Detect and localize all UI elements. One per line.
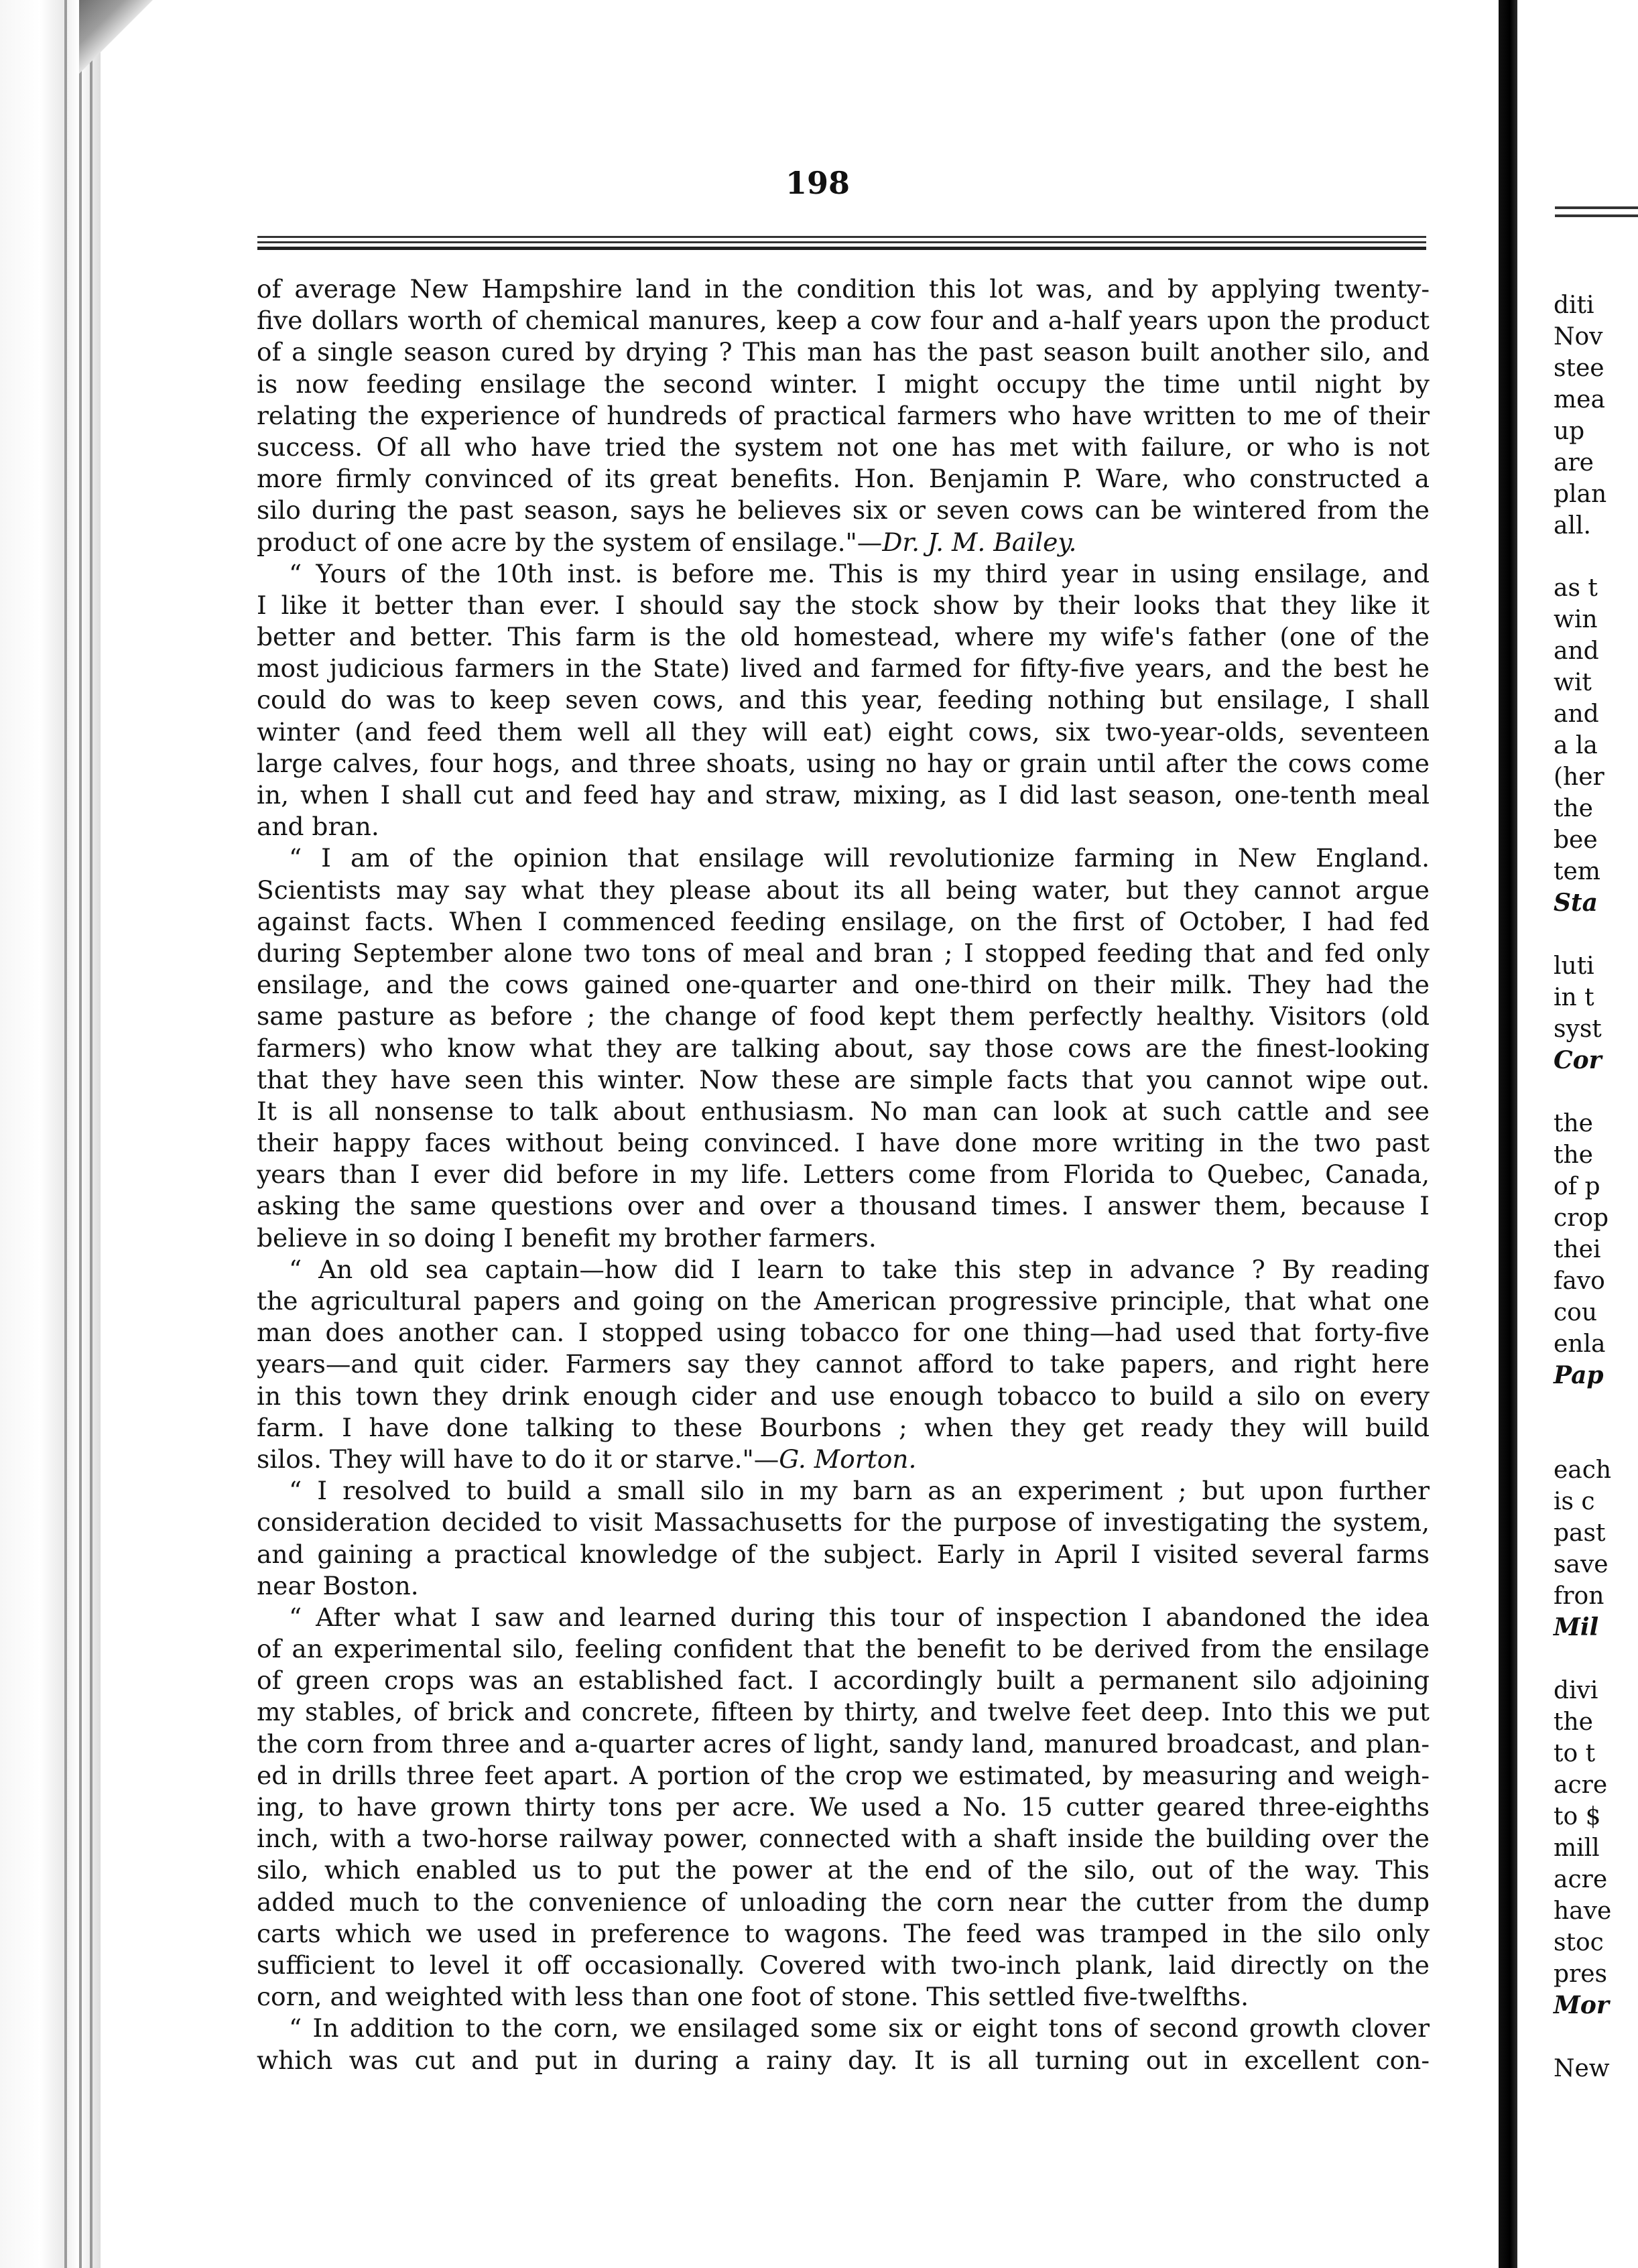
facing-page-line: up [1554,418,1585,445]
facing-page-line: the [1554,1141,1593,1169]
text-line-content: near Boston. [257,1570,419,1600]
text-line-content: product of one acre by the system of ensilage."— [257,527,883,557]
text-line-content: ing, to have grown thirty tons per acre. We used a No. 15 cutter geared three-eighths [257,1792,1430,1822]
text-line-content: my stables, of brick and concrete, fifteen by thirty, and twelve feet deep. Into this we put [257,1697,1430,1727]
text-line [257,558,1430,590]
facing-page-line: stoc [1554,1929,1604,1956]
text-line [257,305,1430,336]
facing-page-line: to $ [1554,1803,1601,1830]
facing-page-line: cou [1554,1299,1598,1326]
text-line [257,1854,1430,1886]
rule-line [1555,214,1638,217]
text-line [257,1001,1430,1032]
facing-page-line: Mor [1554,1991,1609,2019]
text-line-content: more firmly convinced of its great benefits. Hon. Benjamin P. Ware, who constructed a [257,464,1430,494]
page-edge-line [64,0,67,2268]
text-line-content: relating the experience of hundreds of practical farmers who have written to me of their [257,400,1430,430]
text-line [257,1507,1430,1538]
text-line [257,684,1430,716]
text-line [257,1033,1430,1064]
facing-page-line: crop [1554,1204,1609,1232]
text-line [257,621,1430,653]
attribution: G. Morton. [779,1444,917,1474]
facing-page-line: of p [1554,1173,1600,1200]
text-line [257,369,1430,400]
text-line-content: same pasture as before ; the change of food kept them perfectly healthy. Visitors (old [257,1001,1430,1031]
text-line-content: the agricultural papers and going on the American progressive principle, that what one [257,1286,1430,1316]
facing-page-line: all. [1554,512,1591,540]
facing-page-line: syst [1554,1015,1602,1043]
text-line-content: large calves, four hogs, and three shoats, using no hay or grain until after the cows come [257,748,1430,778]
facing-page-header-rule [1555,206,1638,223]
text-line [257,273,1430,305]
text-line [257,1412,1430,1444]
text-line [257,432,1430,463]
text-line-content: It is all nonsense to talk about enthusiasm. No man can look at such cattle and see [257,1096,1430,1126]
text-line [257,1696,1430,1728]
text-line-content: “ Yours of the 10th inst. is before me. This is my third year in using ensilage, and [289,558,1430,588]
text-line-content: “ I resolved to build a small silo in my barn as an experiment ; but upon further [289,1476,1430,1506]
facing-page-line: as t [1554,574,1598,602]
facing-page-line: are [1554,449,1594,477]
facing-page-line: (her [1554,763,1604,791]
text-line-content: “ I am of the opinion that ensilage will revolutionize farming in New England. [289,843,1430,873]
text-line-content: success. Of all who have tried the system not one has met with failure, or who is not [257,432,1430,462]
text-line-content: farm. I have done talking to these Bourbons ; when they get ready they will build [257,1412,1430,1442]
text-line [257,1222,1430,1254]
facing-page-fragment [1517,0,1638,2268]
facing-page-line: have [1554,1897,1612,1925]
facing-page-line: Sta [1554,889,1598,917]
facing-page-line: Cor [1554,1046,1602,1074]
page-edge-line [90,0,92,2268]
text-line-content: silo, which enabled us to put the power at the end of the silo, out of the way. This [257,1855,1430,1885]
text-line [257,969,1430,1001]
text-line [257,842,1430,874]
text-line [257,1475,1430,1507]
text-line-content: and bran. [257,812,379,842]
text-line-content: corn, and weighted with less than one foot of stone. This settled five-twelfths. [257,1982,1249,2012]
text-line [257,1190,1430,1222]
text-line-content: added much to the convenience of unloading the corn near the cutter from the dump [257,1887,1430,1917]
text-line-content: of a single season cured by drying ? This man has the past season built another silo, and [257,337,1430,367]
text-line-content: “ After what I saw and learned during this tour of inspection I abandoned the idea [289,1602,1430,1632]
text-line [257,1665,1430,1696]
text-line-content: that they have seen this winter. Now these are simple facts that you cannot wipe out. [257,1064,1430,1094]
facing-page-line: stee [1554,355,1604,382]
facing-page-line: and [1554,700,1599,728]
facing-page-line: the [1554,795,1593,822]
text-line [257,1127,1430,1159]
facing-page-line: luti [1554,952,1594,980]
rule-line [257,236,1426,238]
text-line-content: believe in so doing I benefit my brother farmers. [257,1222,877,1253]
text-line [257,1791,1430,1823]
text-line-content: is now feeding ensilage the second winter. I might occupy the time until night by [257,369,1430,399]
facing-page-line: Nov [1554,323,1603,351]
text-line [257,1918,1430,1950]
text-line [257,1348,1430,1380]
facing-page-line: is c [1554,1488,1595,1515]
text-line-content: I like it better than ever. I should say the stock show by their looks that they like it [257,590,1430,620]
text-line-content: Scientists may say what they please about its all being water, but they cannot argue [257,875,1430,905]
facing-page-line: tem [1554,858,1600,885]
header-rule [257,236,1426,250]
facing-page-line: diti [1554,292,1594,319]
facing-page-line: pres [1554,1960,1608,1988]
text-line-content: years than I ever did before in my life. Letters come from Florida to Quebec, Canada, [257,1159,1430,1190]
text-line-content: “ In addition to the corn, we ensilaged some six or eight tons of second growth clover [289,2013,1430,2043]
text-line-content: of an experimental silo, feeling confident that the benefit to be derived from the ensilage [257,1634,1430,1664]
facing-page-line: Pap [1554,1361,1604,1389]
text-line [257,779,1430,811]
text-line-content: their happy faces without being convinced. I have done more writing in the two past [257,1128,1430,1158]
text-line-content: most judicious farmers in the State) lived and farmed for fifty-five years, and the best he [257,653,1430,684]
text-line-content: which was cut and put in during a rainy day. It is all turning out in excellent con- [257,2045,1430,2075]
text-line-content: inch, with a two-horse railway power, connected with a shaft inside the building over the [257,1824,1430,1854]
facing-page-line: and [1554,637,1599,665]
text-line-content: asking the same questions over and over a thousand times. I answer them, because I [257,1191,1430,1221]
text-line-content: in, when I shall cut and feed hay and straw, mixing, as I did last season, one-tenth meal [257,780,1430,810]
text-line [257,336,1430,368]
text-line-content: and gaining a practical knowledge of the subject. Early in April I visited several farms [257,1539,1430,1569]
text-line [257,590,1430,621]
text-line [257,811,1430,842]
text-line [257,653,1430,684]
text-line [257,1633,1430,1665]
page-number: 198 [785,165,850,201]
text-line [257,1064,1430,1096]
facing-page-line: fron [1554,1582,1604,1610]
text-line [257,1159,1430,1190]
rule-line [1555,206,1638,209]
facing-page-line: in t [1554,984,1594,1011]
left-page-edges [0,0,101,2268]
text-line-content: farmers) who know what they are talking about, say those cows are the finest-looking [257,1033,1430,1063]
text-line-content: man does another can. I stopped using tobacco for one thing—had used that forty-five [257,1318,1430,1348]
facing-page-line: New [1554,2055,1610,2082]
text-line-content: in this town they drink enough cider and use enough tobacco to build a silo on every [257,1381,1430,1411]
text-line [257,1381,1430,1412]
text-line [257,463,1430,495]
facing-page-line: bee [1554,826,1598,854]
text-line-content: ed in drills three feet apart. A portion of the crop we estimated, by measuring and weigh- [257,1760,1430,1790]
facing-page-line: acre [1554,1771,1608,1799]
facing-page-line: favo [1554,1267,1605,1295]
facing-page-line: the [1554,1708,1593,1736]
text-line-content: of average New Hampshire land in the condition this lot was, and by applying twenty- [257,274,1430,304]
text-line-content: could do was to keep seven cows, and this year, feeding nothing but ensilage, I shall [257,685,1430,715]
text-line [257,1981,1430,2013]
text-line [257,1444,1430,1475]
text-line [257,1570,1430,1602]
text-line-content: better and better. This farm is the old homestead, where my wife's father (one of the [257,622,1430,652]
text-line [257,938,1430,969]
text-line-content: years—and quit cider. Farmers say they cannot afford to take papers, and right here [257,1349,1430,1379]
text-line-content: winter (and feed them well all they will eat) eight cows, six two-year-olds, seventeen [257,716,1430,747]
facing-page-line: acre [1554,1866,1608,1893]
text-line [257,1823,1430,1854]
facing-page-line: to t [1554,1740,1596,1767]
text-line [257,1539,1430,1570]
rule-line [257,241,1426,243]
text-line [257,2045,1430,2076]
text-line [257,875,1430,906]
text-line [257,1728,1430,1760]
text-line-content: five dollars worth of chemical manures, keep a cow four and a-half years upon the product [257,306,1430,336]
rule-line [257,247,1426,250]
text-line [257,1285,1430,1317]
text-line-content: during September alone two tons of meal and bran ; I stopped feeding that and fed only [257,938,1430,968]
text-line [257,495,1430,526]
attribution: Dr. J. M. Bailey. [882,527,1077,557]
facing-page-line: each [1554,1456,1612,1484]
facing-page-line: Mil [1554,1613,1599,1641]
facing-page-line: mill [1554,1834,1600,1862]
folded-corner [79,0,153,74]
text-line [257,1950,1430,1981]
facing-page-line: plan [1554,481,1607,508]
book-spine [1499,0,1517,2268]
page-edge-line [79,0,82,2268]
text-line [257,748,1430,779]
text-line-content: silo during the past season, says he believes six or seven cows can be wintered from the [257,495,1430,525]
facing-page-line: divi [1554,1677,1598,1704]
text-line [257,716,1430,748]
facing-page-line: past [1554,1519,1606,1547]
text-line [257,1760,1430,1791]
text-line [257,400,1430,432]
facing-page-line: save [1554,1551,1609,1578]
text-line-content: sufficient to level it off occasionally. Covered with two-inch plank, laid directly on the [257,1950,1430,1980]
text-line [257,1602,1430,1633]
text-line [257,1254,1430,1285]
facing-page-line: thei [1554,1236,1601,1263]
text-line-content: silos. They will have to do it or starve."— [257,1444,779,1474]
body-text [257,273,1430,2076]
text-line [257,1096,1430,1127]
text-line-content: consideration decided to visit Massachusetts for the purpose of investigating the system, [257,1507,1430,1537]
facing-page-line: mea [1554,386,1605,414]
text-line-content: “ An old sea captain—how did I learn to take this step in advance ? By reading [289,1254,1430,1284]
text-line-content: ensilage, and the cows gained one-quarter and one-third on their milk. They had the [257,970,1430,1000]
facing-page-line: wit [1554,669,1592,696]
facing-page-line: the [1554,1110,1593,1137]
facing-page-line: win [1554,606,1598,633]
text-line-content: the corn from three and a-quarter acres of light, sandy land, manured broadcast, and plan- [257,1728,1430,1759]
text-line-content: against facts. When I commenced feeding ensilage, on the first of October, I had fed [257,906,1430,936]
text-line [257,1887,1430,1918]
text-line [257,527,1430,558]
facing-page-line: a la [1554,732,1598,759]
text-line-content: of green crops was an established fact. I accordingly built a permanent silo adjoining [257,1665,1430,1696]
text-line [257,906,1430,938]
text-line [257,1317,1430,1348]
text-line-content: carts which we used in preference to wagons. The feed was tramped in the silo only [257,1918,1430,1948]
text-line [257,2013,1430,2044]
facing-page-line: enla [1554,1330,1606,1358]
